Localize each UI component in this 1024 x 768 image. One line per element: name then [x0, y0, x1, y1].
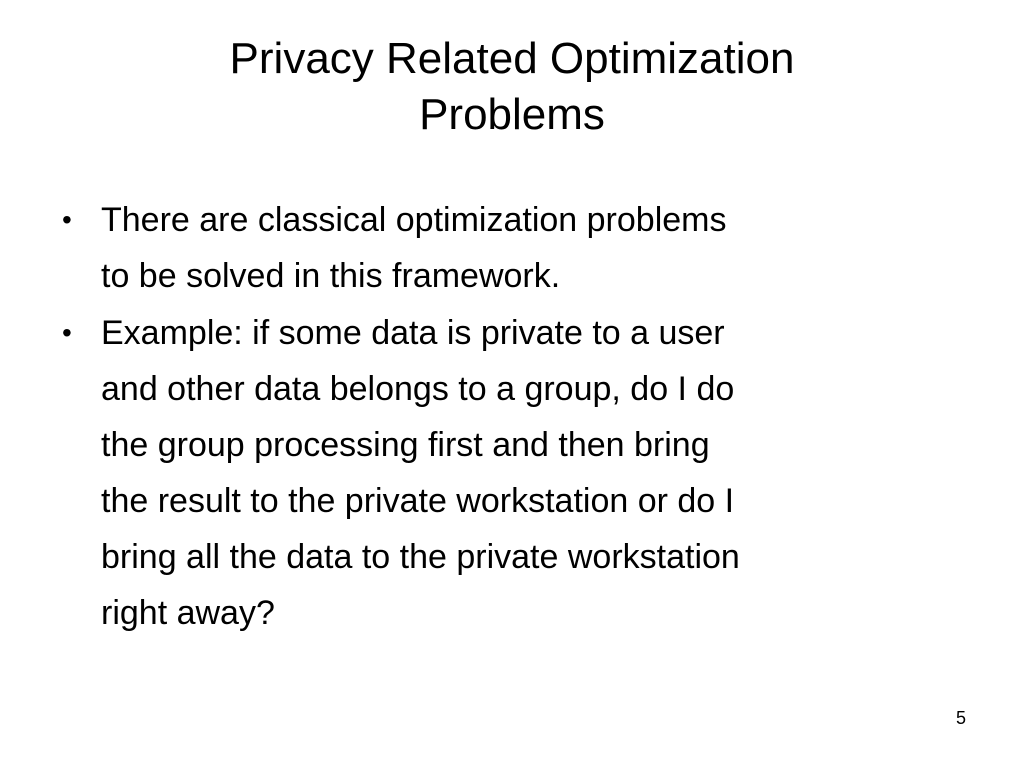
bullet-marker: • [62, 204, 72, 235]
bullet-text-line: bring all the data to the private workstation [101, 538, 740, 576]
bullet-item [56, 305, 976, 641]
bullet-text-line: the result to the private workstation or do I [101, 482, 735, 520]
bullet-text-line: There are classical optimization problems [101, 201, 727, 239]
bullet-text-line: and other data belongs to a group, do I do [101, 370, 735, 408]
bullet-marker: • [62, 317, 72, 348]
slide-title [90, 31, 934, 143]
title-line: Problems [419, 90, 605, 139]
bullet-text-line: the group processing first and then bring [101, 426, 710, 464]
slide-number: 5 [955, 708, 966, 728]
bullet-text-line: right away? [101, 594, 275, 632]
bullet-text-line: to be solved in this framework. [101, 257, 561, 295]
title-line: Privacy Related Optimization [229, 34, 795, 83]
bullet-text-line: Example: if some data is private to a user [101, 314, 725, 352]
bullet-item [56, 192, 976, 304]
bullet-list [56, 192, 976, 642]
